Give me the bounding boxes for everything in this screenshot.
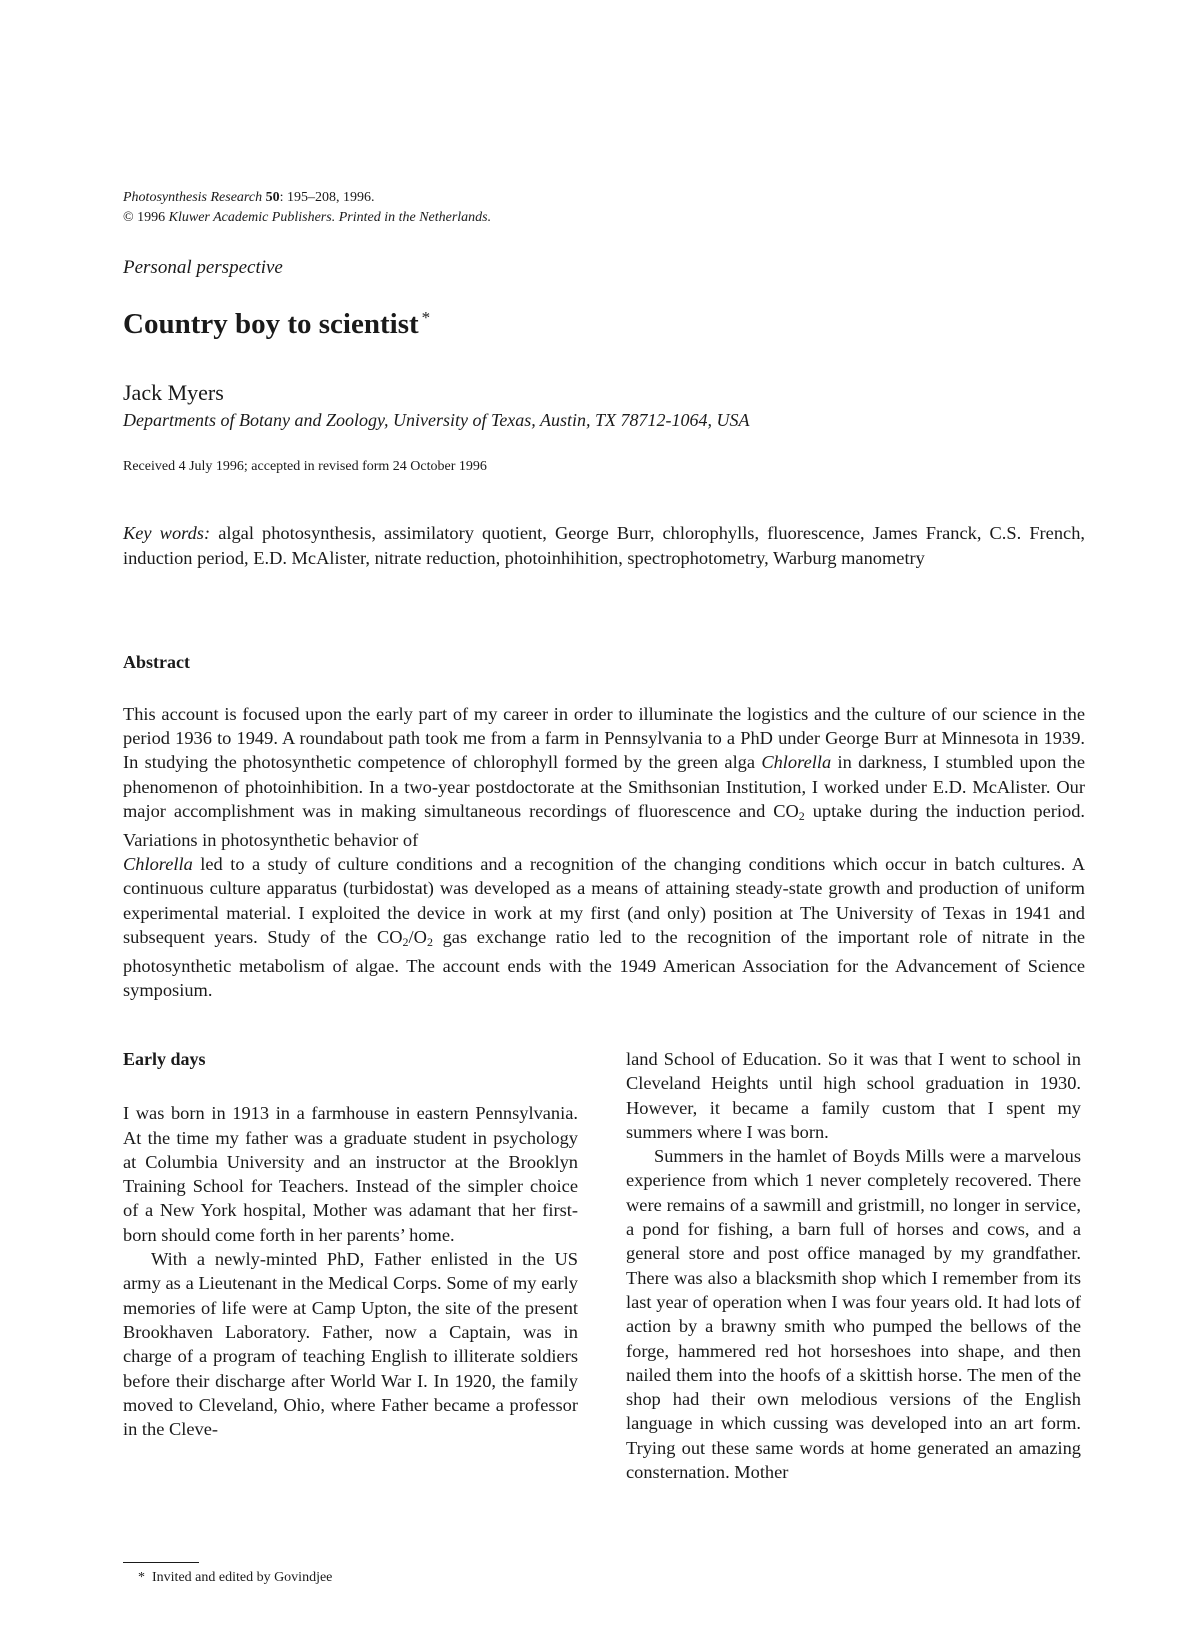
title-text: Country boy to scientist (123, 308, 419, 340)
abstract-chlorella-1: Chlorella (761, 752, 832, 773)
copyright-year: 1996 (137, 210, 166, 225)
abstract-chlorella-2: Chlorella (123, 854, 193, 875)
abstract-heading: Abstract (123, 652, 190, 672)
printed-location: Printed in the Netherlands. (338, 210, 492, 225)
journal-citation (123, 188, 491, 228)
author-name: Jack Myers (123, 380, 224, 405)
journal-name: Photosynthesis Research (123, 190, 263, 205)
footnote (138, 1570, 332, 1586)
footnote-marker: * (138, 1570, 145, 1585)
left-column (123, 1047, 578, 1441)
right-paragraph-2: Summers in the hamlet of Boyds Mills were a marvelous experience from which 1 never completely recovered. There were remains of a sawmill and gristmill, no longer in service, a pond for fishing, a barn full of horses and cows, and a general store and post office managed by my grandfather. There was also a blacksmith shop which I remember from its last year of operation when I was four years old. It had lots of action by a brawny smith who pumped the bellows of the forge, hammered red hot horseshoes into shape, and then nailed them into the hoofs of a skittish horse. The men of the shop had their own melodious versions of the English language in which cussing was developed into an art form. Trying out these same words at home generated an amazing consternation. Mother (626, 1146, 1081, 1483)
section-type: Personal perspective (123, 257, 283, 278)
footnote-text: Invited and edited by Govindjee (152, 1570, 333, 1585)
abstract-text-1: This account is focused upon the early part of my career in order to illuminate the logistics and the culture of our science in the period 1936 to 1949. A roundabout path took me from a farm in Pennsylvania to a PhD under George Burr at Minnesota in 1939. In studying the photosynthetic competence of chlorophyll formed by the green alga (123, 704, 1085, 773)
article-title (123, 308, 430, 341)
right-paragraph-1: land School of Education. So it was that I went to school in Cleveland Heights until high school graduation in 1930. However, it became a family custom that I spent my summers where I was born. (626, 1049, 1081, 1142)
abstract-text-2: in darkness, I stumbled upon the phenomenon of photoinhibition. In a two-year postdoctorate at the Smithsonian Institution, I worked under E.D. McAlister. Our major accomplishment was in making simultaneous recordings of fluorescence and CO (123, 752, 1085, 821)
early-days-heading: Early days (123, 1049, 206, 1069)
abstract-subscript-2: 2 (402, 934, 409, 949)
left-paragraph-2: With a newly-minted PhD, Father enlisted in the US army as a Lieutenant in the Medical Corps. Some of my early memories of life were at Camp Upton, the site of the present Brookhaven Laboratory. Father, now a Captain, was in charge of a program of teaching English to illiterate soldiers before their discharge after World War I. In 1920, the family moved to Cleveland, Ohio, where Father became a professor in the Cleve- (123, 1249, 578, 1440)
publisher-name: Kluwer Academic Publishers. (168, 210, 336, 225)
journal-pages-year: : 195–208, 1996. (279, 190, 375, 205)
author-affiliation: Departments of Botany and Zoology, University of Texas, Austin, TX 78712-1064, USA (123, 410, 750, 430)
journal-volume: 50 (265, 190, 280, 205)
left-paragraph-1: I was born in 1913 in a farmhouse in eastern Pennsylvania. At the time my father was a graduate student in psychology at Columbia University and an instructor at the Brooklyn Training School for Teachers. Instead of the simpler choice of a New York hospital, Mother was adamant that her first-born should come forth in her parents’ home. (123, 1103, 578, 1245)
journal-line (123, 188, 491, 208)
keywords (123, 521, 1085, 571)
abstract-subscript-1: 2 (798, 808, 805, 823)
copyright-line (123, 208, 491, 228)
right-column (626, 1047, 1081, 1484)
title-footnote-marker: * (421, 308, 431, 327)
abstract-body (123, 702, 1085, 1002)
received-dates: Received 4 July 1996; accepted in revised form 24 October 1996 (123, 459, 487, 474)
abstract-text-3: uptake during the induction period. Variations in photosynthetic behavior of (123, 800, 1085, 851)
abstract-slash-o: /O (408, 926, 427, 947)
keywords-text: algal photosynthesis, assimilatory quotient, George Burr, chlorophylls, fluorescence, James Franck, C.S. French, induction period, E.D. McAlister, nitrate reduction, photoinhihition, spectrophotometry, Warburg manometry (123, 523, 1085, 568)
abstract-text-5: gas exchange ratio led to the recognition of the important role of nitrate in the photosynthetic metabolism of algae. The account ends with the 1949 American Association for the Advancement of Science symposium. (123, 926, 1086, 1001)
keywords-label: Key words: (123, 523, 211, 543)
abstract-subscript-3: 2 (426, 934, 433, 949)
footnote-rule (123, 1562, 199, 1563)
copyright-symbol: © (123, 210, 134, 225)
abstract-text-4: led to a study of culture conditions and a recognition of the changing conditions which occur in batch cultures. A continuous culture apparatus (turbidostat) was developed as a means of attaining steady-state growth and production of uniform experimental material. I exploited the device in work at my first (and only) position at The University of Texas in 1941 and subsequent years. Study of the CO (123, 854, 1085, 947)
